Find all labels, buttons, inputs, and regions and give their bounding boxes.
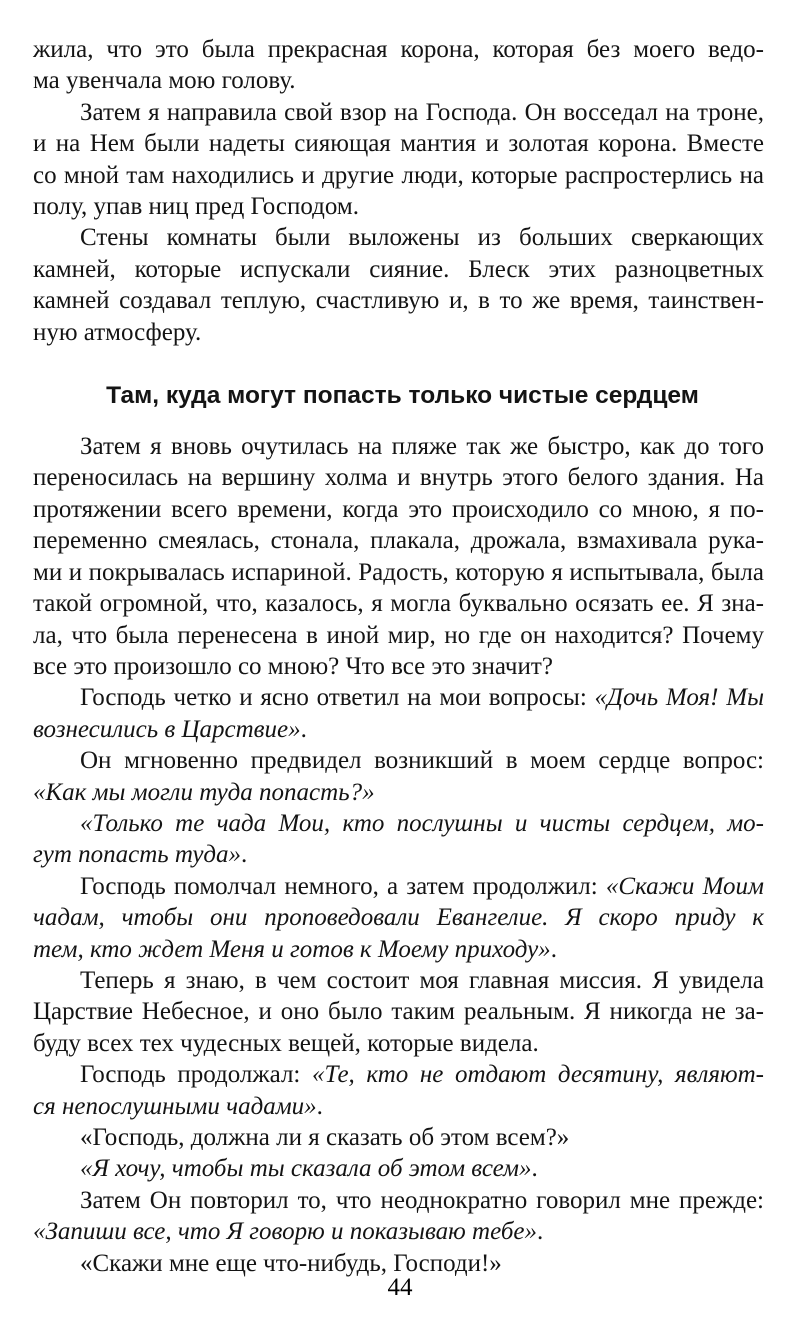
text-line: ма увенчала мою голову. xyxy=(33,67,296,95)
text-line xyxy=(33,714,764,745)
quote-span: ся непослушными чадами» xyxy=(33,1092,317,1120)
text-line: ла, что была перенесена в иной мир, но где он находится? Почему xyxy=(33,621,764,649)
text-span: . xyxy=(537,1218,544,1246)
text-line xyxy=(33,1091,764,1122)
quote-span: «Дочь Моя! Мы xyxy=(594,684,764,712)
text-line: со мной там находились и другие люди, которые распростерлись на xyxy=(33,161,764,189)
spacer xyxy=(33,348,764,380)
text-line: такой огромной, что, казалось, я могла буквально осязать ее. Я зна- xyxy=(33,590,764,618)
text-line: чадам, чтобы они проповедовали Евангелие. Я скоро приду к xyxy=(33,904,764,932)
text-span: Господь помолчал немного, а затем продолжил: xyxy=(80,872,606,900)
text-line: «Как мы могли туда попасть?» xyxy=(33,778,375,806)
text-line: все это произошло со мною? Что все это значит? xyxy=(33,652,553,680)
text-line: буду всех тех чудесных вещей, которые видела. xyxy=(33,1029,539,1057)
text-line xyxy=(33,1216,764,1247)
page-number: 44 xyxy=(387,1274,413,1301)
text-line xyxy=(33,682,764,713)
spacer xyxy=(33,411,764,431)
text-span: Господь продолжал: xyxy=(80,1061,312,1089)
text-span: Господь четко и ясно ответил на мои вопросы: xyxy=(80,684,595,712)
text-line: «Только те чада Мои, кто послушны и чисты сердцем, мо- xyxy=(80,809,764,837)
quote-span: «Те, кто не отдают десятину, являют- xyxy=(311,1061,764,1089)
quote-span: гут попасть туда» xyxy=(33,841,242,869)
text-line xyxy=(33,934,764,965)
text-line: переносилась на вершину холма и внутрь этого белого здания. На xyxy=(33,464,764,492)
text-line: жила, что это была прекрасная корона, которая без моего ведо- xyxy=(33,36,764,63)
text-line xyxy=(33,839,764,870)
quote-span: тем, кто ждет Меня и готов к Моему приходу» xyxy=(33,935,551,963)
text-line: «Скажи мне еще что-нибудь, Господи!» xyxy=(80,1249,502,1277)
quote-span: «Я хочу, чтобы ты сказала об этом всем» xyxy=(80,1155,532,1183)
text-line: ную атмосферу. xyxy=(33,318,202,346)
text-line: Теперь я знаю, в чем состоит моя главная миссия. Я увидела xyxy=(80,966,764,994)
quote-span: «Скажи Моим xyxy=(605,872,764,900)
text-line: Затем я направила свой взор на Господа. Он восседал на троне, xyxy=(80,98,764,126)
text-line: и на Нем были надеты сияющая мантия и золотая корона. Вместе xyxy=(33,130,764,158)
text-span: . xyxy=(300,715,307,743)
text-line xyxy=(33,871,764,902)
text-span: . xyxy=(550,935,557,963)
text-line xyxy=(33,1059,764,1090)
text-line: Стены комнаты были выложены из больших сверкающих xyxy=(80,224,764,252)
text-span: . xyxy=(316,1092,323,1120)
text-line: Царствие Небесное, и оно было таким реальным. Я никогда не за- xyxy=(33,998,764,1026)
text-line xyxy=(33,1153,764,1184)
text-line: камней, которые испускали сияние. Блеск этих разноцветных xyxy=(33,255,764,283)
text-line: полу, упав ниц пред Господом. xyxy=(33,193,360,221)
text-line: камней создавал теплую, счастливую и, в то же время, таинствен- xyxy=(33,287,764,315)
quote-span: «Запиши все, что Я говорю и показываю тебе» xyxy=(33,1218,538,1246)
text-line: Он мгновенно предвидел возникший в моем сердце вопрос: xyxy=(80,747,764,775)
text-line: Затем я вновь очутилась на пляже так же быстро, как до того xyxy=(80,433,764,461)
text-line: протяжении всего времени, когда это происходило со мною, я по- xyxy=(33,495,764,523)
text-line: ми и покрывалась испариной. Радость, которую я испытывала, была xyxy=(33,558,764,586)
text-line: «Господь, должна ли я сказать об этом всем?» xyxy=(80,1124,570,1151)
text-span: . xyxy=(531,1155,538,1183)
text-line: переменно смеялась, стонала, плакала, дрожала, взмахивала рука- xyxy=(33,527,764,555)
quote-span: вознесились в Царствие» xyxy=(33,715,301,743)
body-text xyxy=(33,34,764,1279)
text-span: . xyxy=(241,841,248,869)
text-line: Затем Он повторил то, что неоднократно говорил мне прежде: xyxy=(80,1186,764,1214)
section-heading: Там, куда могут попасть только чистые сердцем xyxy=(106,382,699,410)
